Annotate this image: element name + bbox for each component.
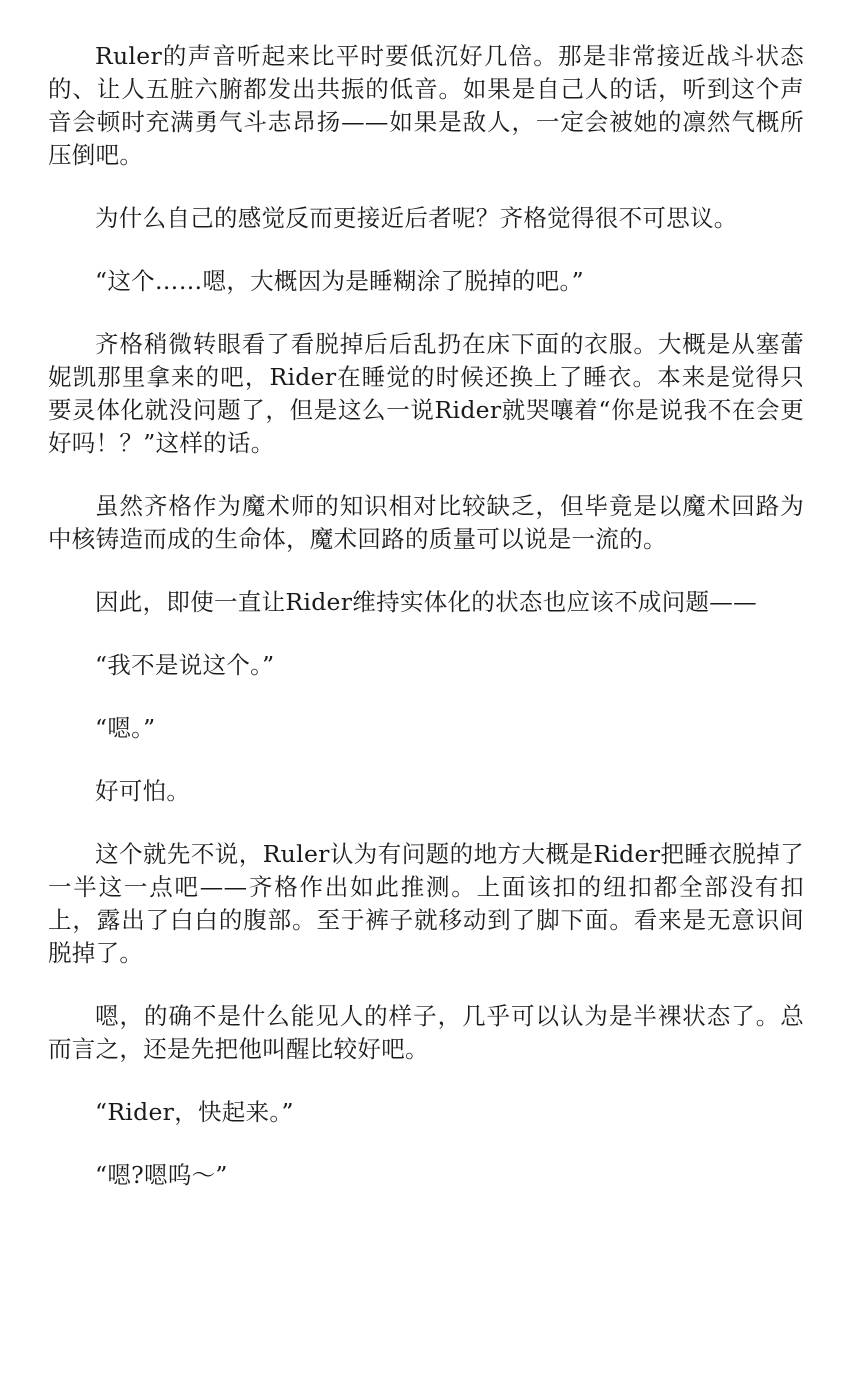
dialogue-line: “这个……嗯，大概因为是睡糊涂了脱掉的吧。” <box>95 267 584 295</box>
dialogue-line: “我不是说这个。” <box>95 651 275 679</box>
paragraph: 为什么自己的感觉反而更接近后者呢？齐格觉得很不可思议。 <box>95 204 738 232</box>
dialogue-line: “嗯。” <box>95 714 156 742</box>
paragraph: Ruler的声音听起来比平时要低沉好几倍。那是非常接近战斗状态的、让人五脏六腑都发出共振的低音。如果是自己人的话，听到这个声音会顿时充满勇气斗志昂扬——如果是敌人，一定会被她的凛然气概所压倒吧。 <box>48 42 804 169</box>
paragraph: 虽然齐格作为魔术师的知识相对比较缺乏，但毕竟是以魔术回路为中核铸造而成的生命体，魔术回路的质量可以说是一流的。 <box>48 492 804 553</box>
paragraph: 这个就先不说，Ruler认为有问题的地方大概是Rider把睡衣脱掉了一半这一点吧——齐格作出如此推测。上面该扣的纽扣都全部没有扣上，露出了白白的腹部。至于裤子就移动到了脚下面。看来是无意识间脱掉了。 <box>48 840 804 967</box>
paragraph: 嗯，的确不是什么能见人的样子，几乎可以认为是半裸状态了。总而言之，还是先把他叫醒比较好吧。 <box>48 1002 804 1063</box>
document-page <box>48 40 804 1222</box>
dialogue-line: “Rider，快起来。” <box>95 1098 294 1126</box>
paragraph: 齐格稍微转眼看了看脱掉后后乱扔在床下面的衣服。大概是从塞蕾妮凯那里拿来的吧，Rider在睡觉的时候还换上了睡衣。本来是觉得只要灵体化就没问题了，但是这么一说Rider就哭嚷着“你是说我不在会更好吗！？”这样的话。 <box>48 330 804 457</box>
dialogue-line: “嗯?嗯呜～” <box>95 1161 228 1189</box>
paragraph: 好可怕。 <box>95 777 191 805</box>
paragraph: 因此，即使一直让Rider维持实体化的状态也应该不成问题—— <box>95 588 757 616</box>
